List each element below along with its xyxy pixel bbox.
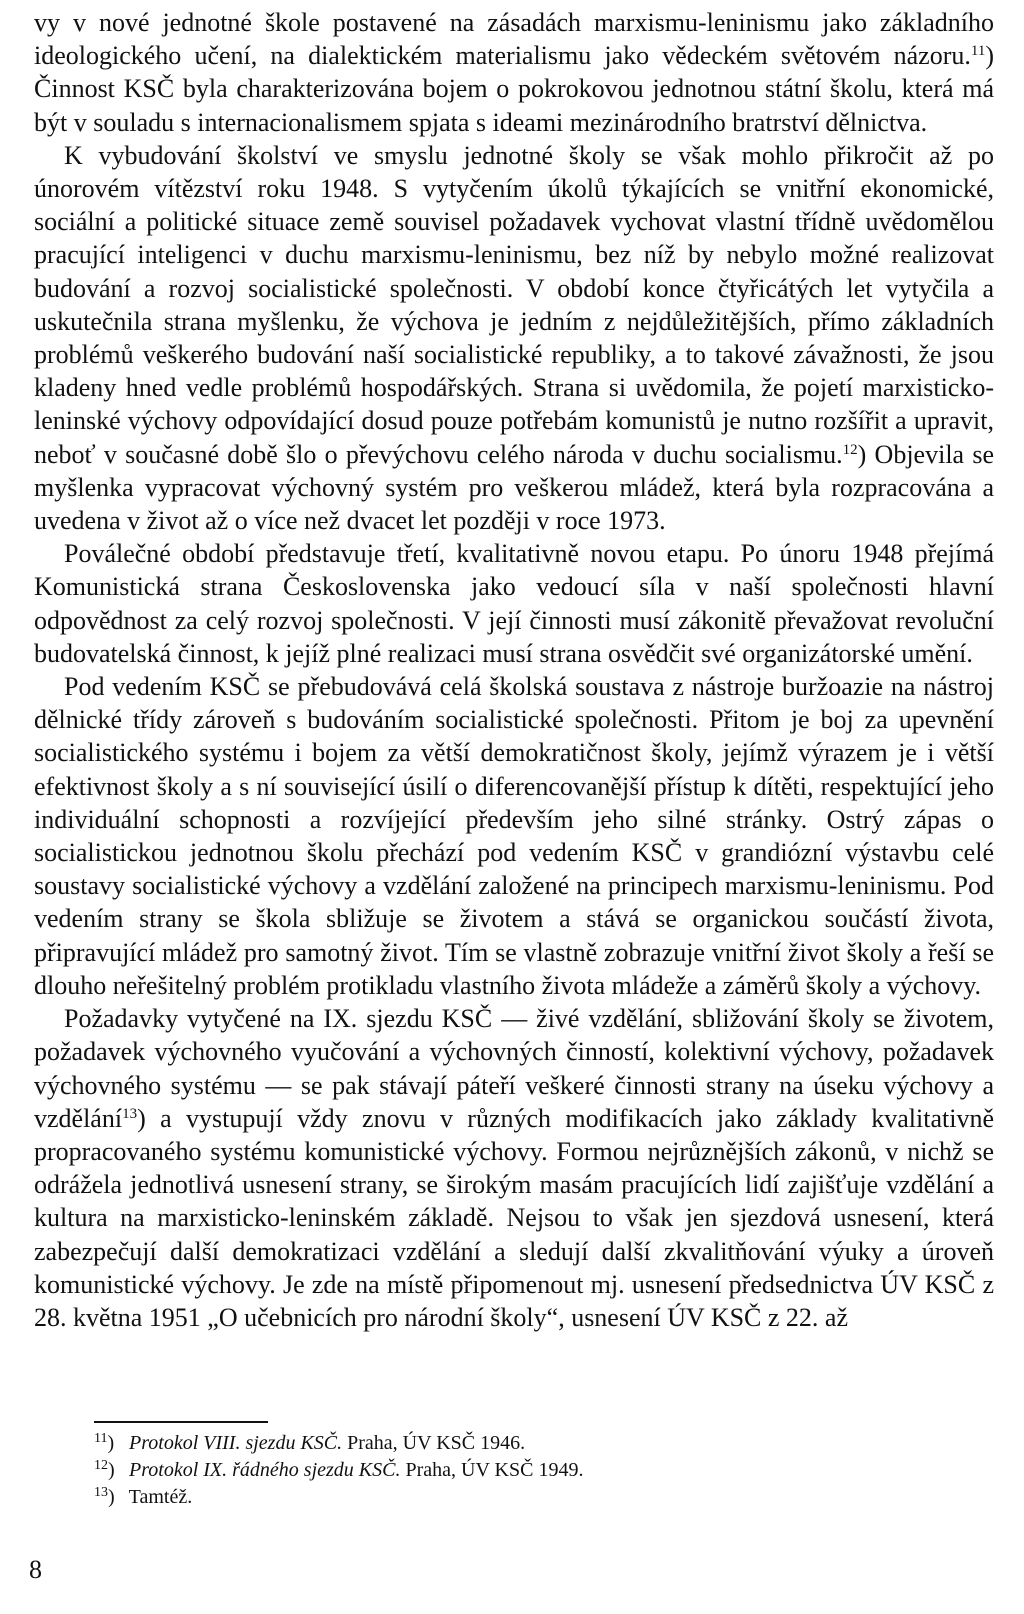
footnote-reference[interactable]: 12 xyxy=(842,441,858,458)
footnote-source: Tamtéž. xyxy=(128,1486,193,1508)
footnote-mark: $^{12}$) xyxy=(94,1458,115,1481)
body-text xyxy=(34,6,994,1334)
paragraph: Poválečné období představuje třetí, kvalitativně novou etapu. Po únoru 1948 přejímá Komunistická strana Československa jako vedoucí síla v naší společnosti hlavní odpovědnost za celý rozvoj společnosti. V její činnosti musí zákonitě převažovat revoluční budovatelská činnost, k jejíž plné realizaci musí strana osvědčit své organizátorské umění. xyxy=(34,539,994,668)
footnotes xyxy=(94,1430,794,1511)
footnote-divider xyxy=(94,1421,268,1423)
footnote-title: Protokol IX. řádného sjezdu KSČ. xyxy=(129,1459,401,1481)
footnote-source: Praha, ÚV KSČ 1949. xyxy=(400,1459,584,1481)
footnote-reference[interactable]: 13 xyxy=(122,1105,138,1122)
footnote-title: Protokol VIII. sjezdu KSČ. xyxy=(129,1432,343,1454)
footnote-mark: $^{11}$) xyxy=(94,1431,115,1454)
footnote-mark: $^{13}$) xyxy=(94,1485,115,1508)
paragraph: Požadavky vytyčené na IX. sjezdu KSČ — živé vzdělání, sbližování školy se životem, požadavek výchovného vyučování a výchovných činností, kolektivní výchovy, požadavek výchovného systému — se pak stávají páteří veškeré činnosti strany na úseku výchovy a vzdělání$^{13}$) a vystupují vždy znovu v různých modifikacích jako základy kvalitativně propracovaného systému komunistické výchovy. Formou nejrůznějších zákonů, v nichž se odrážela jednotlivá usnesení strany, se širokým masám pracujících lidí zajišťuje vzdělání a kultura na marxisticko-leninském základě. Nejsou to však jen sjezdová usnesení, která zabezpečují další demokratizaci vzdělání a sledují další zkvalitňování výuky a úroveň komunistické výchovy. Je zde na místě připomenout mj. usnesení předsednictva ÚV KSČ z 28. května 1951 „O učebnicích pro národní školy“, usnesení ÚV KSČ z 22. až xyxy=(34,1004,994,1332)
footnote xyxy=(94,1430,794,1457)
page-number: 8 xyxy=(29,1555,42,1584)
paragraph: vy v nové jednotné škole postavené na zásadách marxismu-leninismu jako základního ideologického učení, na dialektickém materialismu jako vědeckém světovém názoru.$^{11}$) Činnost KSČ byla charakterizována bojem o pokrokovou jednotnou státní školu, která má být v souladu s internacionalismem spjata s ideami mezinárodního bratrství dělnictva. xyxy=(34,8,994,137)
paragraph: Pod vedením KSČ se přebudovává celá školská soustava z nástroje buržoazie na nástroj dělnické třídy zároveň s budováním socialistické společnosti. Přitom je boj za upevnění socialistického systému i bojem za větší demokratičnost školy, jejímž výrazem je i větší efektivnost školy a s ní související úsilí o diferencovanější přístup k dítěti, respektující jeho individuální schopnosti a rozvíjející především jeho silné stránky. Ostrý zápas o socialistickou jednotnou školu přechází pod vedením KSČ v grandiózní výstavbu celé soustavy socialistické výchovy a vzdělání založené na principech marxismu-leninismu. Pod vedením strany se škola sbližuje se životem a stává se organickou součástí života, připravující mládež pro samotný život. Tím se vlastně zobrazuje vnitřní život školy a řeší se dlouho neřešitelný problém protikladu vlastního života mládeže a záměrů školy a výchovy. xyxy=(34,672,994,1000)
footnote xyxy=(94,1484,794,1511)
paragraph: K vybudování školství ve smyslu jednotné školy se však mohlo přikročit až po únorovém vítězství roku 1948. S vytyčením úkolů týkajících se vnitřní ekonomické, sociální a politické situace země souvisel požadavek vychovat vlastní třídně uvědomělou pracující inteligenci v duchu marxismu-leninismu, bez níž by nebylo možné realizovat budování a rozvoj socialistické společnosti. V období konce čtyřicátých let vytyčila a uskutečnila strana myšlenku, že výchova je jedním z nejdůležitějších, přímo základních problémů veškerého budování naší socialistické republiky, a to takové závažnosti, že jsou kladeny hned vedle problémů hospodářských. Strana si uvědomila, že pojetí marxisticko-leninské výchovy odpovídající dosud pouze potřebám komunistů je nutno rozšířit a upravit, neboť v současné době šlo o převýchovu celého národa v duchu socialismu.$^{12}$) Objevila se myšlenka vypracovat výchovný systém pro veškerou mládež, která byla rozpracována a uvedena v život až o více než dvacet let později v roce 1973. xyxy=(34,140,994,536)
footnote-reference[interactable]: 11 xyxy=(970,43,986,60)
footnote-source: Praha, ÚV KSČ 1946. xyxy=(342,1432,526,1454)
footnote xyxy=(94,1457,794,1484)
